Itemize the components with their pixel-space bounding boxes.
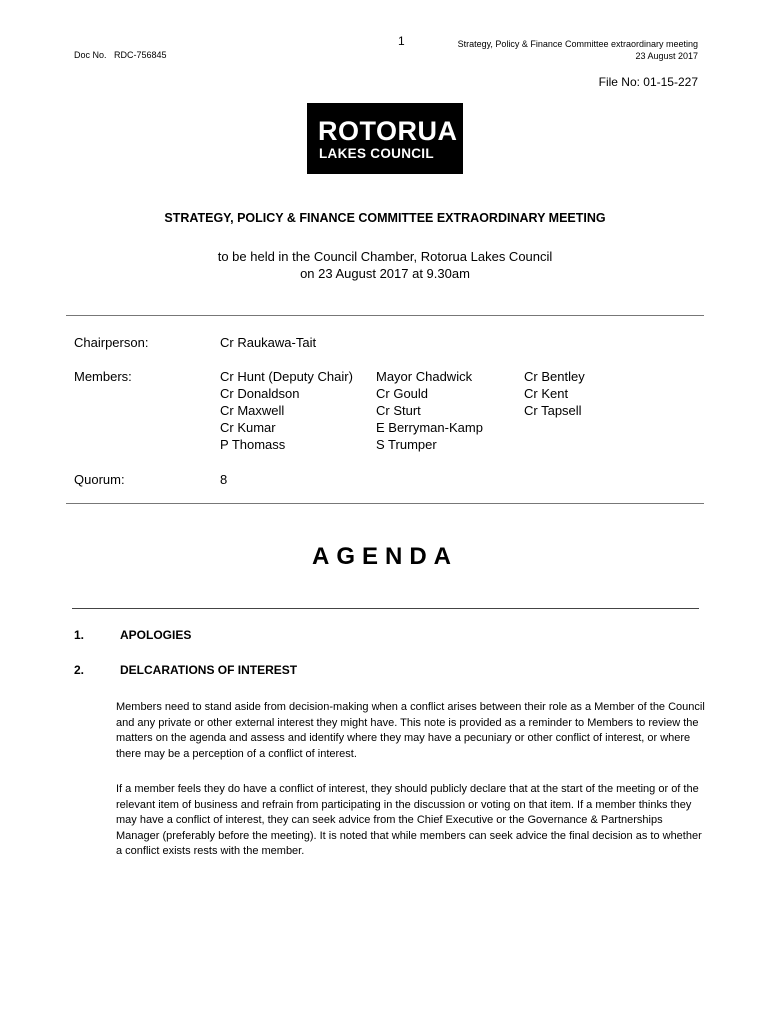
member: S Trumper: [376, 437, 437, 452]
paragraph-conflict-reminder: [116, 700, 706, 762]
members-column-2: [376, 368, 483, 453]
paragraph-text: If a member feels they do have a conflict of interest, they should publicly declare that at the start of the meeting or of the relevant item of business and refrain from participating in the discussion or voting on that item. If a member thinks they may have a conflict of interest, they can seek advice from the Chief Executive or the Governance & Partnerships Manager (preferably before the meeting). It is noted that while members can seek advice the final decision as to whether a conflict exists rests with the member.: [116, 783, 702, 857]
member: Cr Hunt (Deputy Chair): [220, 369, 353, 384]
members-label: Members:: [74, 369, 132, 384]
council-logo: [307, 103, 463, 174]
member: Cr Tapsell: [524, 403, 582, 418]
doc-no-value: RDC-756845: [114, 50, 167, 60]
chair-value: Cr Raukawa-Tait: [220, 335, 317, 350]
item-number: 1.: [74, 628, 85, 642]
quorum-label: Quorum:: [74, 472, 125, 487]
running-header-title: Strategy, Policy & Finance Committee extraordinary meeting: [457, 39, 698, 49]
member: Cr Maxwell: [220, 403, 285, 418]
member: Cr Donaldson: [220, 386, 300, 401]
member: P Thomass: [220, 437, 286, 452]
agenda-heading: AGENDA: [311, 543, 458, 570]
file-number: File No: 01-15-227: [598, 75, 698, 89]
running-header-date: 23 August 2017: [635, 51, 698, 61]
agenda-rule: [72, 608, 699, 609]
venue-line2: on 23 August 2017 at 9.30am: [300, 266, 470, 281]
members-column-3: [524, 368, 585, 419]
member: Cr Sturt: [376, 403, 421, 418]
chair-label: Chairperson:: [74, 335, 149, 350]
item-title-apologies: APOLOGIES: [120, 628, 192, 642]
page-number: 1: [398, 34, 405, 48]
paragraph-conflict-declaration: [116, 782, 706, 860]
member: E Berryman-Kamp: [376, 420, 483, 435]
item-title-declarations: DELCARATIONS OF INTEREST: [120, 663, 298, 677]
member: Cr Kent: [524, 386, 569, 401]
logo-line2: LAKES COUNCIL: [319, 146, 434, 161]
running-header: [458, 38, 698, 62]
logo-line1: ROTORUA: [318, 116, 458, 146]
member: Cr Bentley: [524, 369, 585, 384]
quorum-value: 8: [220, 472, 228, 487]
member: Cr Kumar: [220, 420, 276, 435]
paragraph-text: Members need to stand aside from decision-making when a conflict arises between their role as a Member of the Council and any private or other external interest they might have. This note is provided as a reminder to Members to review the matters on the agenda and assess and identify where they may have a pecuniary or other conflict of interest, or where there may be a perception of a conflict of interest.: [116, 701, 705, 760]
item-number: 2.: [74, 663, 85, 677]
members-column-1: [220, 368, 353, 453]
member: Mayor Chadwick: [376, 369, 473, 384]
venue-line1: to be held in the Council Chamber, Rotorua Lakes Council: [217, 249, 553, 264]
doc-number: [74, 50, 167, 60]
divider-bottom: [66, 503, 704, 504]
meeting-title: STRATEGY, POLICY & FINANCE COMMITTEE EXTRAORDINARY MEETING: [164, 211, 606, 225]
divider-top: [66, 315, 704, 316]
member: Cr Gould: [376, 386, 429, 401]
doc-no-label: Doc No.: [74, 50, 107, 60]
